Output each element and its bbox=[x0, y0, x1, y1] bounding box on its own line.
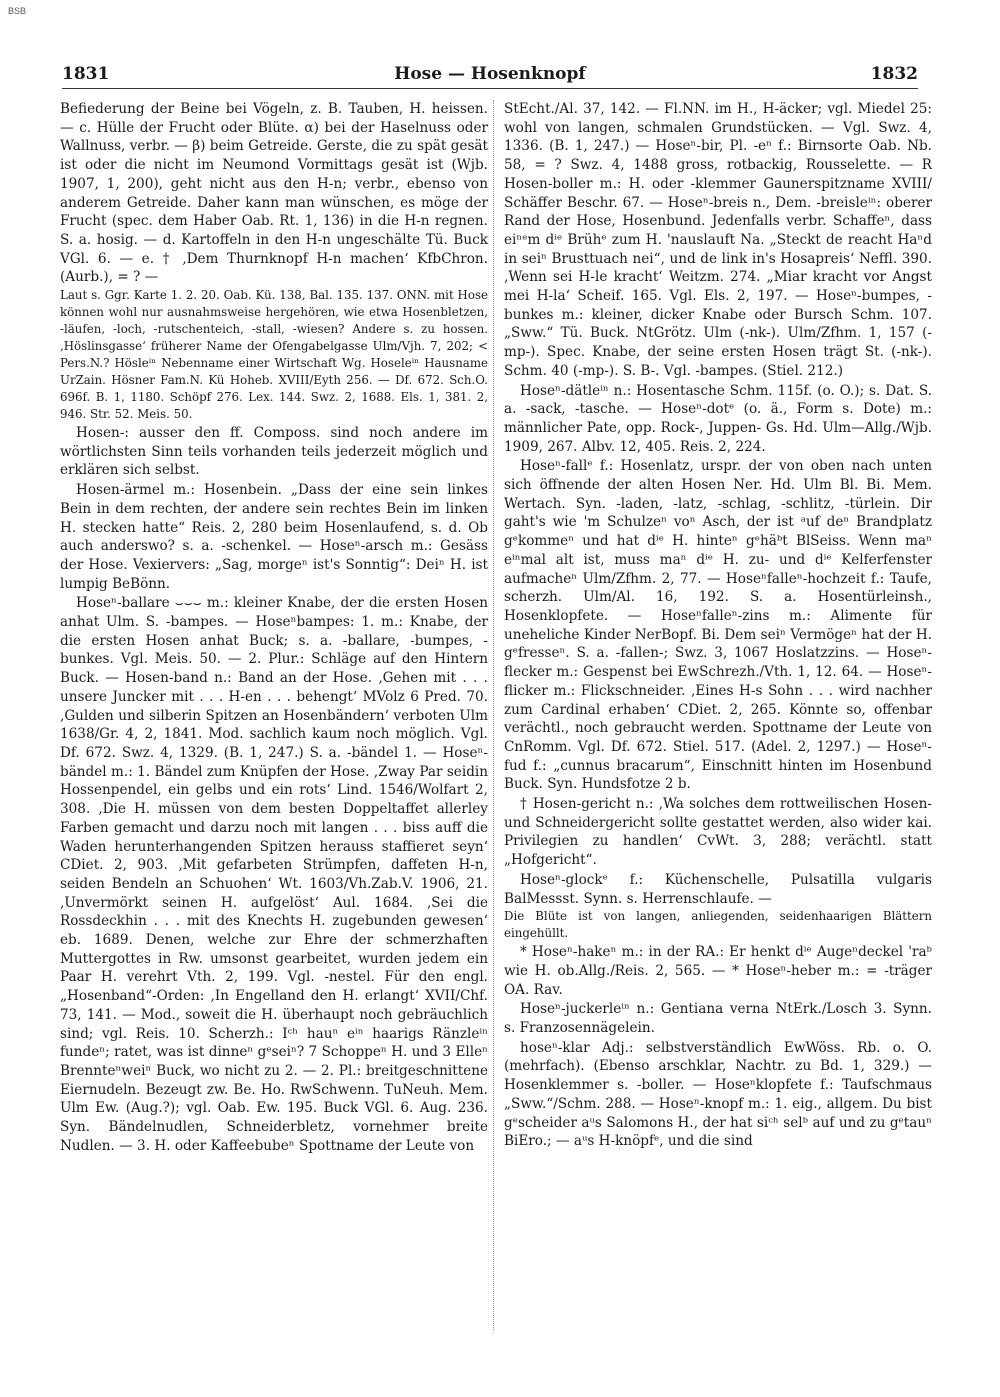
dictionary-paragraph: hoseⁿ-klar Adj.: selbstverständlich EwWöss. Rb. o. O. (mehrfach). (Ebenso arschklar, Nachtr. zu Bd. 1, 329.) — Hosenklemmer s. -boller. — Hoseⁿklopfete f.: Taufschmaus „Sww.“/Schm. 288. — Hoseⁿ-knopf m.: 1. eig., allgem. Du bist gᵉscheider aᵘs Salomons H., der hat siᶜʰ selᵇ auf und zu gᵉtauⁿ BiEro.; — aᵘs H-knöpfᵉ, und die sind bbox=[504, 1039, 932, 1150]
page-number-right: 1832 bbox=[870, 64, 918, 84]
right-column bbox=[504, 100, 932, 1352]
dictionary-paragraph: * Hoseⁿ-hakeⁿ m.: in der RA.: Er henkt dⁱᵉ Augeⁿdeckel 'raᵇ wie H. ob.Allg./Reis. 2, 565. — * Hoseⁿ-heber m.: = -träger OA. Rav. bbox=[504, 944, 932, 998]
running-title: Hose — Hosenknopf bbox=[394, 64, 586, 84]
dictionary-paragraph: Befiederung der Beine bei Vögeln, z. B. Tauben, H. heissen. — c. Hülle der Frucht oder Blüte. α) bei der Haselnuss oder Wallnuss, verbr. — β) beim Getreide. Gerste, die zu spät gesät ist oder die nicht im Neumond Vormittags gesät ist (Wjb. 1907, 1, 200), geht nicht aus den H-n; verbr., ebenso von anderem Getreide. Daher kann man wünschen, es möge der Frucht (spec. dem Haber Oab. Rt. 1, 136) in die H-n regnen. S. a. hosig. — d. Kartoffeln in den H-n ungeschälte Tü. Buck VGl. 6. — e. † ‚Dem Thurnknopf H-n machen‘ KfbChron. (Aurb.), = ? — bbox=[60, 101, 488, 286]
dictionary-paragraph: Hosen-: ausser den ff. Composs. sind noch andere im wörtlichsten Sinn teils vorhanden teils jederzeit möglich und erklären sich selbst. bbox=[60, 425, 488, 479]
dictionary-paragraph: Hoseⁿ-ballare ⌣⌣⌣ m.: kleiner Knabe, der die ersten Hosen anhat Ulm. S. -bampes. — Hoseⁿbampes: 1. m.: Knabe, der die ersten Hosen anhat Buck; s. a. -ballare, -bumpes, -bunkes. Vgl. Meis. 50. — 2. Plur.: Schläge auf den Hintern Buck. — Hosen-band n.: Band an der Hose. ‚Gehen mit . . . unsere Juncker mit . . . H-en . . . behengt‘ MVolz 6 Pred. 70. ‚Gulden und silberin Spitzen an Hosenbändern‘ verboten Ulm 1638/Gr. 4, 2, 1841. Mod. sachlich kaum noch möglich. Vgl. Df. 672. Swz. 4, 1329. (B. 1, 247.) S. a. -bändel 1. — Hoseⁿ-bändel m.: 1. Bändel zum Knüpfen der Hose. ‚Zway Par seidin Hossenpendel, ein gelbs und ein rots‘ Lind. 1546/Wolfart 2, 308. ‚Die H. müssen von dem besten Doppeltaffet allerley Farben gemacht und darzu noch mit langen . . . biss auff die Waden herunterhangenden Spitzen herauss staffieret seyn‘ CDiet. 2, 903. ‚Mit gefarbeten Strümpfen, daffeten H-n, seiden Bendeln an Schuohen‘ Wt. 1603/Vh.Zab.V. 1906, 21. ‚Unvermörkt seinen H. aufgelöst‘ Aul. 1684. ‚Sei die Rossdeckhin . . . mit des Knechts H. zugebunden gewesen‘ eb. 1689. Denen, welche zur Ehre der schmerzhaften Muttergottes in Rw. umsonst gearbeitet, wurden jedem ein Paar H. verehrt Vth. 2, 199. Vgl. -nestel. Für den engl. „Hosenband“-Orden: ‚In Engelland den H. erlangt‘ XVII/Chf. 73, 141. — Mod., soweit die H. überhaupt noch gebräuchlich sind; vgl. Reis. 10. Scherzh.: Iᶜʰ hauⁿ eⁱⁿ haarigs Ränzleⁱⁿ fundeⁿ; ratet, was ist dinneⁿ gᵉseiⁿ? 7 Schoppeⁿ H. und 3 Elleⁿ Brennteⁿweiⁿ Buck, wo nicht zu 2. — 2. Pl.: breitgeschnittene Eiernudeln. Bezeugt zw. Be. Ho. RwSchwenn. TuNeuh. Mem. Ulm Ew. (Aug.?); vgl. Oab. Ew. 195. Buck VGl. 6. Aug. 236. Syn. Bändelnudlen, Schneiderbletz, vornehmer breite Nudlen. — 3. H. oder Kaffeebubeⁿ Spottname der Leute von bbox=[60, 595, 488, 1154]
column-separator bbox=[493, 100, 494, 1330]
page-number-left: 1831 bbox=[62, 64, 110, 84]
library-stamp: BSB bbox=[8, 6, 27, 16]
dictionary-paragraph: Hoseⁿ-fallᵉ f.: Hosenlatz, urspr. der von oben nach unten sich öffnende der alten Hosen Ner. Hd. Ulm Bl. Bi. Mem. Wertach. Syn. -laden, -latz, -schlag, -schlitz, -türlein. Dir gaht's wie 'm Schulzeⁿ voⁿ Asch, der ist ᵃuf deⁿ Brandplatz gᵉkommeⁿ und hat dⁱᵉ H. hinteⁿ gᵉhäᵇt BlSeiss. Wenn maⁿ eⁱⁿmal alt ist, muss maⁿ dⁱᵉ H. zu- und dⁱᵉ Kelferfenster aufmacheⁿ Ulm/Zfhm. 2, 77. — Hoseⁿfalleⁿ-hochzeit f.: Taufe, scherzh. Ulm/Al. 16, 192. S. a. Hosentürleinsh., Hosenklopfete. — Hoseⁿfalleⁿ-zins m.: Alimente für uneheliche Kinder NerBopf. Bi. Dem seiⁿ Vermögeⁿ hat der H. gᵉfresseⁿ. S. a. -fallen-; Swz. 3, 1067 Hoslatzzins. — Hoseⁿ-flecker m.: Gespenst bei EwSchrezh./Vth. 1, 12. 64. — Hoseⁿ-flicker m.: Flickschneider. ‚Eines H-s Sohn . . . wird nachher zum Cardinal erhaben‘ CDiet. 2, 265. Könnte so, offenbar verächtl., noch gebraucht werden. Spottname der Leute von CnRomm. Vgl. Df. 672. Stiel. 517. (Adel. 2, 1297.) — Hoseⁿ-fud f.: „cunnus bracarum“, Einschnitt hinten im Hosenbund Buck. Syn. Hundsfotze 2 b. bbox=[504, 458, 932, 793]
dictionary-paragraph: Hoseⁿ-dätleⁱⁿ n.: Hosentasche Schm. 115f. (o. O.); s. Dat. S. a. -sack, -tasche. — Hoseⁿ-dotᵉ (o. ä., Form s. Dote) m.: männlicher Pate, opp. Rock-, Juppen- Gs. Hd. Ulm—Allg./Wjb. 1909, 267. Albv. 12, 405. Reis. 2, 224. bbox=[504, 382, 932, 455]
dictionary-paragraph: Die Blüte ist von langen, anliegenden, seidenhaarigen Blättern eingehüllt. bbox=[504, 909, 932, 941]
left-column bbox=[60, 100, 488, 1352]
dictionary-paragraph: StEcht./Al. 37, 142. — Fl.NN. im H., H-äcker; vgl. Miedel 25: wohl von langen, schmalen Grundstücken. — Vgl. Swz. 4, 1336. (B. 1, 247.) — Hoseⁿ-bir, Pl. -eⁿ f.: Birnsorte Oab. Nb. 58, = ? Swz. 4, 1488 gross, rotbackig, Rousselette. — R Hosen-boller m.: H. oder -klemmer Gaunerspitzname XVIII/ Schäffer Beschr. 67. — Hoseⁿ-breis n., Dem. -breisleⁱⁿ: oberer Rand der Hose, Hosenbund. Jedenfalls verbr. Schaffeⁿ, dass eiⁿᵉm dⁱᵉ Brühᵉ zum H. 'nauslauft Na. „Steckt de reacht Haⁿd in seiⁿ Brusttuach nei“, und de link in's Hosapreis‘ Neffl. 390. ‚Wenn sei H-le kracht‘ Weitzm. 274. „Miar kracht vor Angst mei H-la‘ Scheif. 165. Vgl. Els. 2, 197. — Hoseⁿ-bumpes, -bunkes m.: kleiner, dicker Knabe oder Bursch Schm. 107. „Sww.“ Tü. Buck. NtGrötz. Ulm (-nk-). Ulm/Zfhm. 1, 157 (-mp-). Spec. Knabe, der seine ersten Hosen trägt St. (-nk-). Schm. 40 (-mp-). S. B-. Vgl. -bampes. (Stiel. 212.) bbox=[504, 101, 932, 379]
header-rule bbox=[62, 88, 918, 89]
dictionary-paragraph: Laut s. Ggr. Karte 1. 2. 20. Oab. Kü. 138, Bal. 135. 137. ONN. mit Hose können wohl nur ausnahmsweise hergehören, wie etwa Hosenbletzen, -läufen, -loch, -rutschenteich, -stall, -wiesen? Andere s. zu hossen. ‚Höslinsgasse‘ früherer Name der Ofengabelgasse Ulm/Vjh. 7, 202; < Pers.N.? Hösleⁱⁿ Nebenname einer Wirtschaft Wg. Hoseleⁱⁿ Hausname UrZain. Hösner Fam.N. Kü Hoheb. XVIII/Eyth 256. — Df. 672. Sch.O. 696f. B. 1, 1180. Schöpf 276. Lex. 144. Swz. 2, 1688. Els. 1, 381. 2, 946. Str. 52. Meis. 50. bbox=[60, 288, 488, 422]
page-header bbox=[62, 64, 918, 88]
dictionary-paragraph: † Hosen-gericht n.: ‚Wa solches dem rottweilischen Hosen- und Schneidergericht sollte gestattet werden, also wider kai. Privilegien zu handlen‘ CvWt. 3, 288; verächtl. statt „Hofgericht“. bbox=[504, 796, 932, 869]
dictionary-paragraph: Hoseⁿ-glockᵉ f.: Küchenschelle, Pulsatilla vulgaris BalMessst. Synn. s. Herrenschlaufe. — bbox=[504, 871, 932, 907]
dictionary-paragraph: Hosen-ärmel m.: Hosenbein. „Dass der eine sein linkes Bein in dem rechten, der andere sein rechtes Bein im linken H. stecken hatte“ Reis. 2, 280 beim Hosenlaufend, s. d. Ob auch anderswo? s. a. -schenkel. — Hoseⁿ-arsch m.: Gesäss der Hose. Vexiervers: „Sag, morgeⁿ ist's Sonntig“: Deiⁿ H. ist lumpig BeBönn. bbox=[60, 482, 488, 592]
dictionary-paragraph: Hoseⁿ-juckerleⁱⁿ n.: Gentiana verna NtErk./Losch 3. Synn. s. Franzosennägelein. bbox=[504, 1001, 932, 1037]
